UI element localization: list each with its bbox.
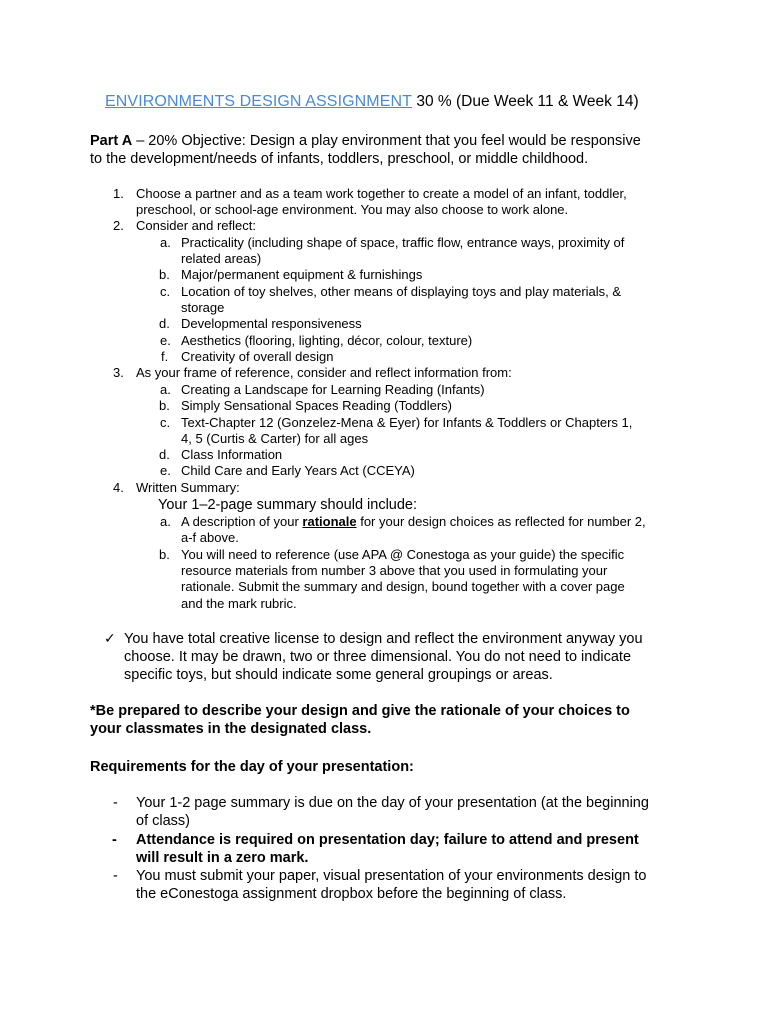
- item4a-line1: [181, 514, 646, 530]
- summary-intro: Your 1–2-page summary should include:: [158, 497, 418, 513]
- sub-letter: b.: [159, 398, 170, 413]
- assignment-title-link[interactable]: ENVIRONMENTS DESIGN ASSIGNMENT: [105, 93, 413, 110]
- list-number: 1.: [113, 186, 124, 201]
- item4-text: Written Summary:: [136, 480, 240, 495]
- title-weight: 30 % (Due Week 11 & Week 14): [416, 93, 639, 110]
- item3d-text: Class Information: [181, 447, 283, 462]
- item3c-line2: 4, 5 (Curtis & Carter) for all ages: [181, 431, 369, 446]
- req2-line2: will result in a zero mark.: [136, 850, 309, 866]
- dash-bullet: -: [113, 868, 118, 884]
- part-a-line1: [90, 132, 641, 150]
- check-note-line2: choose. It may be drawn, two or three dimensional. You do not need to indicate: [124, 649, 632, 665]
- list-number: 3.: [113, 365, 124, 380]
- requirements-heading: Requirements for the day of your presentation:: [90, 759, 414, 775]
- item2f-text: Creativity of overall design: [181, 349, 334, 364]
- item4a-line2: a-f above.: [181, 530, 239, 545]
- req1-line1: Your 1-2 page summary is due on the day of your presentation (at the beginning: [136, 795, 649, 811]
- title-line: [105, 93, 639, 111]
- item4b-line4: and the mark rubric.: [181, 596, 297, 611]
- sub-letter: a.: [160, 235, 171, 250]
- checkmark-icon: ✓: [104, 630, 116, 646]
- item4b-line1: You will need to reference (use APA @ Conestoga as your guide) the specific: [181, 547, 625, 562]
- item2d-text: Developmental responsiveness: [181, 316, 362, 331]
- item3e-text: Child Care and Early Years Act (CCEYA): [181, 463, 415, 478]
- check-note-line3: specific toys, but should indicate some general groupings or areas.: [124, 667, 553, 683]
- sub-letter: e.: [160, 333, 171, 348]
- sub-letter: e.: [160, 463, 171, 478]
- sub-letter: d.: [159, 447, 170, 462]
- dash-bullet: -: [112, 832, 117, 848]
- check-note-line1: You have total creative license to design and reflect the environment anyway you: [124, 631, 643, 647]
- item3b-text: Simply Sensational Spaces Reading (Toddlers): [181, 398, 452, 413]
- sub-letter: b.: [159, 547, 170, 562]
- sub-letter: c.: [160, 284, 171, 299]
- sub-letter: b.: [159, 267, 170, 282]
- item2-text: Consider and reflect:: [136, 218, 256, 233]
- list-number: 4.: [113, 480, 124, 495]
- item1-line2: preschool, or school-age environment. You may also choose to work alone.: [136, 202, 569, 217]
- item4a-pre: A description of your: [181, 514, 303, 529]
- sub-letter: a.: [160, 382, 171, 397]
- item3c-line1: Text-Chapter 12 (Gonzelez-Mena & Eyer) for Infants & Toddlers or Chapters 1,: [181, 415, 633, 430]
- item2c-line2: storage: [181, 300, 225, 315]
- sub-letter: c.: [160, 415, 171, 430]
- item2b-text: Major/permanent equipment & furnishings: [181, 267, 423, 282]
- item4b-line2: resource materials from number 3 above that you used in formulating your: [181, 563, 608, 578]
- item3a-text: Creating a Landscape for Learning Reading (Infants): [181, 382, 485, 397]
- item2a-line2: related areas): [181, 251, 262, 266]
- part-a-label: Part A: [90, 133, 133, 149]
- item4b-line3: rationale. Submit the summary and design, bound together with a cover page: [181, 579, 625, 594]
- part-a-objective: – 20% Objective: Design a play environment that you feel would be responsive: [132, 133, 641, 149]
- item4a-post: for your design choices as reflected for number 2,: [356, 514, 646, 529]
- prepare-line2: your classmates in the designated class.: [90, 721, 372, 737]
- list-number: 2.: [113, 218, 124, 233]
- req2-line1: Attendance is required on presentation day; failure to attend and present: [136, 832, 639, 848]
- rationale-emphasis: rationale: [302, 514, 357, 529]
- item1-line1: Choose a partner and as a team work together to create a model of an infant, toddler,: [136, 186, 627, 201]
- prepare-line1: *Be prepared to describe your design and give the rationale of your choices to: [90, 703, 630, 719]
- item3-text: As your frame of reference, consider and reflect information from:: [136, 365, 512, 380]
- sub-letter: f.: [161, 349, 169, 364]
- req1-line2: of class): [136, 813, 190, 829]
- item2e-text: Aesthetics (flooring, lighting, décor, colour, texture): [181, 333, 473, 348]
- item2c-line1: Location of toy shelves, other means of displaying toys and play materials, &: [181, 284, 622, 299]
- sub-letter: a.: [160, 514, 171, 529]
- req3-line2: the eConestoga assignment dropbox before the beginning of class.: [136, 886, 567, 902]
- part-a-line2: to the development/needs of infants, toddlers, preschool, or middle childhood.: [90, 151, 589, 167]
- item2a-line1: Practicality (including shape of space, traffic flow, entrance ways, proximity of: [181, 235, 625, 250]
- dash-bullet: -: [113, 795, 118, 811]
- sub-letter: d.: [159, 316, 170, 331]
- req3-line1: You must submit your paper, visual presentation of your environments design to: [136, 868, 647, 884]
